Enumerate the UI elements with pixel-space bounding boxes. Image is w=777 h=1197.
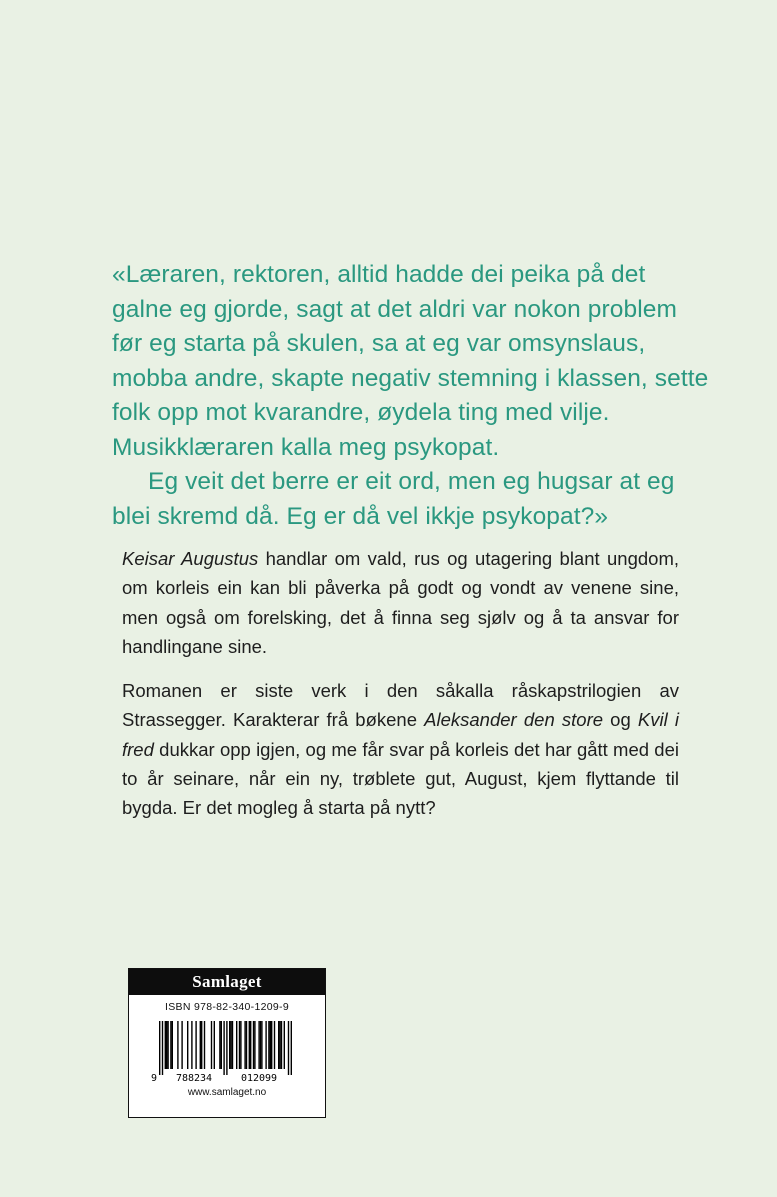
- barcode-bar: [236, 1021, 237, 1069]
- barcode-bar: [244, 1021, 245, 1069]
- barcode-bar: [265, 1021, 266, 1069]
- barcode-bar: [219, 1021, 220, 1069]
- blurb-paragraph-2: [122, 676, 679, 822]
- barcode-bar: [274, 1021, 275, 1069]
- barcode-bar: [159, 1021, 160, 1075]
- publisher-logo: Samlaget: [129, 969, 325, 995]
- barcode-bar: [230, 1021, 231, 1069]
- barcode-bar: [162, 1021, 163, 1075]
- barcode-image: [147, 1021, 307, 1083]
- blurb-paragraph-2-text-c: dukkar opp igjen, og me får svar på korleis det har gått med dei to år seinare, når ein ny, trøblete gut, August, kjem flyttande til bygda. Er det mogleg å starta på nytt?: [122, 738, 679, 819]
- barcode-bar: [253, 1021, 254, 1069]
- barcode-bar: [226, 1021, 227, 1075]
- barcode-first-digit: 9: [151, 1073, 158, 1083]
- blurb-paragraph-1-text: handlar om vald, rus og utagering blant ungdom, om korleis ein kan bli påverka på godt og vondt av venene sine, men også om forelsking, det å finna seg sjølv og å ta ansvar for handlingane sine.: [122, 548, 679, 657]
- barcode-bar: [211, 1021, 212, 1069]
- barcode-bar: [167, 1021, 168, 1069]
- barcode-bar: [270, 1021, 271, 1069]
- barcode-right-digits: 012099: [240, 1073, 278, 1083]
- barcode-bar: [291, 1021, 292, 1075]
- barcode-bar: [268, 1021, 269, 1069]
- isbn-label: ISBN 978-82-340-1209-9: [165, 1001, 289, 1013]
- barcode-bar: [181, 1021, 182, 1069]
- barcode-bar: [229, 1021, 230, 1069]
- barcode-bar: [166, 1021, 167, 1069]
- barcode-bar: [271, 1021, 272, 1069]
- barcode-bar: [177, 1021, 178, 1069]
- book-title-aleksander-den-store: Aleksander den store: [424, 709, 604, 731]
- barcode-bar: [278, 1021, 279, 1069]
- blurb-paragraph-2-text-a: Romanen er siste verk i den såkalla råskapstrilogien av Strassegger. Karakterar frå bøkene: [122, 680, 679, 731]
- barcode-bar: [279, 1021, 280, 1069]
- barcode-bar: [284, 1021, 285, 1069]
- quote-paragraph-1: «Læraren, rektoren, alltid hadde dei peika på det galne eg gjorde, sagt at det aldri var nokon problem før eg starta på skulen, sa at eg var omsynslaus, mobba andre, skapte negativ stemning i klassen, sette folk opp mot kvarandre, øydela ting med vilje. Musikklæraren kalla meg psykopat.: [112, 261, 709, 461]
- barcode-bar: [214, 1021, 215, 1069]
- barcode-bar: [288, 1021, 289, 1075]
- barcode-bar: [172, 1021, 173, 1069]
- barcode-bar: [200, 1021, 201, 1069]
- barcode-bar: [191, 1021, 192, 1069]
- barcode-bar: [281, 1021, 282, 1069]
- book-title-kvil-i-fred: Kvil i fred: [122, 709, 679, 760]
- barcode-bar: [260, 1021, 261, 1069]
- barcode-bar: [261, 1021, 262, 1069]
- barcode-bar: [240, 1021, 241, 1069]
- barcode-bar: [258, 1021, 259, 1069]
- quote-paragraph-2: Eg veit det berre er eit ord, men eg hugsar at eg blei skremd då. Eg er då vel ikkje psykopat?»: [112, 468, 675, 530]
- book-title-keisar-augustus: Keisar Augustus: [122, 548, 259, 569]
- back-cover-quote: [112, 258, 712, 534]
- isbn-barcode-box: [128, 968, 326, 1118]
- barcode-left-digits: 788234: [175, 1073, 213, 1083]
- barcode-bar: [204, 1021, 205, 1069]
- barcode-bar: [250, 1021, 251, 1069]
- barcode-bar: [249, 1021, 250, 1069]
- barcode-bar: [187, 1021, 188, 1069]
- blurb-paragraph-1: [122, 544, 679, 661]
- barcode-bar: [165, 1021, 166, 1069]
- barcode-bar: [254, 1021, 255, 1069]
- barcode-bar: [221, 1021, 222, 1069]
- barcode-bar: [239, 1021, 240, 1069]
- publisher-url: www.samlaget.no: [187, 1087, 267, 1098]
- barcode-bar: [232, 1021, 233, 1069]
- barcode-bar: [201, 1021, 202, 1069]
- barcode-bar: [170, 1021, 171, 1069]
- barcode-bar: [223, 1021, 224, 1075]
- barcode-bar: [195, 1021, 196, 1069]
- barcode-bar: [246, 1021, 247, 1069]
- blurb-paragraph-2-text-b: og: [603, 709, 638, 731]
